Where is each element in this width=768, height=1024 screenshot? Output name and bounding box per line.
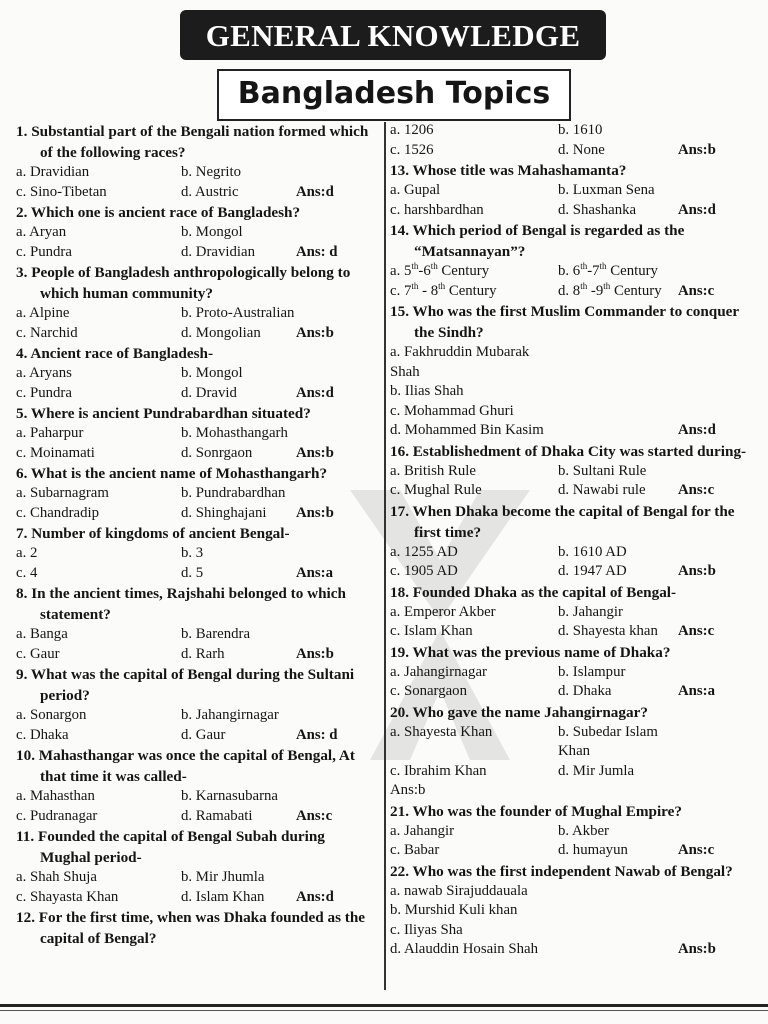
option-text: a. British Rule (390, 462, 476, 479)
question-text: 8. In the ancient times, Rajshahi belonged to which statement? (16, 585, 346, 623)
option-text: d. Shinghajani (181, 504, 267, 521)
options-grid (16, 304, 378, 343)
option-text: c. Iliyas Sha (390, 921, 463, 938)
question-text: 18. Founded Dhaka as the capital of Bengal- (390, 583, 677, 601)
option-text: a. Sonargon (16, 707, 87, 723)
option-text: Ans:b (390, 782, 426, 798)
option-text: c. Dhaka (16, 726, 69, 743)
option-text: a. Emperor Akber (390, 603, 496, 620)
question-block (390, 220, 762, 301)
option-text: b. Karnasubarna (181, 788, 278, 804)
option-text: d. humayun (558, 842, 628, 858)
column-divider (384, 122, 386, 990)
question-text: 15. Who was the first Muslim Commander to conquer the Sindh? (390, 303, 739, 341)
question-text: 16. Establishedment of Dhaka City was started during- (390, 442, 747, 460)
options-grid (16, 868, 378, 907)
option-text: b. Akber (558, 822, 609, 839)
options-grid (390, 121, 762, 160)
option-text: c. harshbardhan (390, 201, 484, 218)
option-text: d. Dhaka (558, 683, 612, 699)
question-block (390, 160, 762, 220)
option-text: a. Alpine (16, 305, 70, 321)
answer-label (296, 163, 378, 183)
answer-label (296, 868, 378, 888)
option-text: a. 1255 AD (390, 543, 458, 560)
option-text: a. 1206 (390, 122, 434, 138)
answer-label: Ans: d (296, 726, 338, 743)
option-text: a. Dravidian (16, 164, 90, 180)
option-text (558, 921, 678, 941)
option-text: c. Sino-Tibetan (16, 183, 107, 200)
option-text: a. 5th-6th Century (390, 261, 490, 279)
answer-label (296, 424, 378, 444)
option-text: d. 8th -9th Century (558, 280, 662, 299)
question-block (16, 262, 378, 343)
answer-label (678, 181, 762, 201)
option-text: b. Barendra (181, 626, 251, 642)
option-text: c. Mohammad Ghuri (390, 402, 514, 419)
question-text: 21. Who was the founder of Mughal Empire? (390, 802, 682, 820)
right-column (390, 121, 762, 960)
option-text: a. Jahangir (390, 822, 455, 839)
options-grid (16, 706, 378, 745)
option-text: b. Mongol (181, 224, 243, 240)
option-text: b. Luxman Sena (558, 182, 655, 198)
option-text: b. 6th-7th Century (558, 261, 658, 279)
answer-label (678, 762, 762, 782)
answer-label (678, 921, 762, 941)
options-grid (390, 181, 762, 220)
left-column (16, 121, 378, 949)
option-text: c. Gaur (16, 645, 60, 662)
answer-label (678, 402, 762, 422)
option-text (558, 940, 678, 960)
answer-label: Ans:b (678, 141, 716, 158)
question-text: 1. Substantial part of the Bengali nation formed which of the following races? (16, 123, 369, 161)
options-grid (16, 544, 378, 583)
options-grid (16, 484, 378, 523)
answer-label (678, 882, 762, 902)
answer-label: Ans:d (296, 183, 334, 200)
answer-label (296, 484, 378, 504)
option-text: d. Ramabati (181, 807, 253, 824)
option-text: c. Islam Khan (390, 623, 473, 639)
answer-label: Ans:b (296, 504, 334, 521)
question-block (390, 501, 762, 582)
answer-label: Ans: d (296, 243, 338, 260)
title-banner: GENERAL KNOWLEDGE (180, 10, 606, 60)
option-text: b. 1610 (558, 122, 603, 138)
bottom-border-thin (0, 1010, 768, 1011)
option-text: a. nawab Sirajuddauala (390, 882, 528, 899)
options-grid (390, 462, 762, 501)
question-text: 6. What is the ancient name of Mohasthangarh? (16, 465, 328, 482)
question-block (16, 202, 378, 262)
option-text: c. Moinamati (16, 444, 95, 461)
question-block (16, 523, 378, 583)
options-grid (390, 543, 762, 582)
options-grid (16, 163, 378, 202)
answer-label (678, 723, 762, 762)
question-block (390, 861, 762, 960)
options-grid (16, 424, 378, 463)
options-grid (390, 822, 762, 861)
option-text: c. 1905 AD (390, 563, 458, 579)
options-grid (390, 343, 762, 441)
option-text: d. Dravidian (181, 243, 255, 260)
option-text: b. Jahangir (558, 603, 623, 620)
question-text: 2. Which one is ancient race of Bangladesh? (16, 204, 301, 221)
question-text: 17. When Dhaka become the capital of Bengal for the first time? (390, 502, 735, 541)
answer-label: Ans:d (678, 201, 716, 218)
options-grid (16, 625, 378, 664)
option-text: c. Babar (390, 842, 440, 858)
answer-label (678, 382, 762, 402)
option-text: b. Pundrabardhan (181, 485, 286, 501)
option-text: a. Mahasthan (16, 788, 95, 804)
question-block (16, 463, 378, 523)
option-text (558, 382, 678, 402)
option-text: d. Mir Jumla (558, 762, 635, 779)
option-text: c. 4 (16, 564, 38, 581)
question-block (16, 583, 378, 664)
question-text: 13. Whose title was Mahashamanta? (390, 162, 627, 179)
question-block (390, 121, 762, 160)
answer-label: Ans:a (296, 564, 333, 581)
answer-label: Ans:d (678, 422, 716, 438)
question-text: 10. Mahasthangar was once the capital of Bengal, At that time it was called- (16, 747, 355, 785)
subtitle-box: Bangladesh Topics (217, 69, 571, 121)
option-text: c. Pudranagar (16, 807, 98, 824)
option-text: a. Banga (16, 626, 68, 642)
answer-label (296, 787, 378, 807)
option-text: c. Mughal Rule (390, 482, 482, 498)
option-text: a. Subarnagram (16, 485, 109, 501)
options-grid (390, 882, 762, 960)
options-grid (390, 723, 762, 801)
question-text: 20. Who gave the name Jahangirnagar? (390, 703, 648, 721)
option-text (558, 402, 678, 422)
question-text: 14. Which period of Bengal is regarded as the “Matsannayan”? (390, 222, 685, 260)
option-text: a. 2 (16, 545, 38, 561)
question-block (390, 702, 762, 801)
option-text: d. Alauddin Hosain Shah (390, 941, 538, 957)
option-text: d. Mohammed Bin Kasim (390, 422, 544, 438)
option-text: a. Paharpur (16, 425, 84, 441)
option-text: d. Rarh (181, 645, 225, 662)
option-text: b. Ilias Shah (390, 383, 464, 399)
option-text: d. 5 (181, 564, 204, 581)
bottom-border (0, 1004, 768, 1007)
answer-label: Ans:b (296, 444, 334, 461)
question-text: 9. What was the capital of Bengal during the Sultani period? (16, 666, 355, 704)
option-text (558, 421, 678, 441)
answer-label (296, 304, 378, 324)
option-text: c. Ibrahim Khan (390, 762, 487, 779)
option-text: a. Jahangirnagar (390, 663, 487, 680)
answer-label (678, 901, 762, 921)
question-text: 3. People of Bangladesh anthropologically belong to which human community? (16, 264, 351, 302)
question-block (16, 403, 378, 463)
option-text: d. 1947 AD (558, 563, 627, 579)
answer-label: Ans:c (678, 842, 715, 858)
options-grid (390, 262, 762, 301)
question-block (16, 745, 378, 826)
question-block (390, 301, 762, 441)
question-block (390, 441, 762, 501)
option-text: d. Austric (181, 183, 239, 200)
answer-label (678, 781, 762, 801)
answer-label (296, 625, 378, 645)
answer-label: Ans:d (296, 888, 334, 905)
option-text: a. Fakhruddin Mubarak Shah (390, 344, 530, 380)
option-text: c. Pundra (16, 243, 72, 260)
option-text: b. 1610 AD (558, 543, 627, 560)
options-grid (390, 603, 762, 642)
answer-label (678, 543, 762, 563)
option-text: a. Shayesta Khan (390, 723, 493, 740)
option-text: a. Gupal (390, 182, 441, 198)
answer-label: Ans:b (678, 941, 716, 957)
answer-label (678, 822, 762, 842)
answer-label (678, 262, 762, 282)
option-text: b. Sultani Rule (558, 462, 647, 479)
option-text: d. Sonrgaon (181, 444, 253, 461)
question-text: 11. Founded the capital of Bengal Subah during Mughal period- (16, 828, 325, 866)
option-text: c. Chandradip (16, 504, 100, 521)
question-text: 22. Who was the first independent Nawab of Bengal? (390, 862, 733, 880)
question-block (16, 121, 378, 202)
answer-label: Ans:d (296, 384, 334, 401)
question-block (16, 826, 378, 907)
answer-label (296, 706, 378, 726)
question-block (16, 907, 378, 949)
option-text: d. Dravid (181, 384, 237, 401)
option-text: b. Murshid Kuli khan (390, 902, 518, 918)
answer-label (678, 121, 762, 141)
option-text: c. Pundra (16, 384, 72, 401)
option-text: c. Narchid (16, 324, 78, 341)
option-text: b. 3 (181, 545, 204, 561)
option-text: b. Negrito (181, 164, 241, 180)
option-text: b. Jahangirnagar (181, 707, 279, 723)
option-text: d. Mongolian (181, 324, 261, 341)
option-text: b. Mongol (181, 365, 243, 381)
answer-label (678, 462, 762, 482)
option-text: a. Shah Shuja (16, 869, 97, 885)
question-text: 4. Ancient race of Bangladesh- (16, 345, 214, 362)
option-text: b. Islampur (558, 663, 626, 680)
option-text (558, 781, 678, 801)
option-text (558, 882, 678, 902)
option-text: b. Proto-Australian (181, 305, 295, 321)
answer-label: Ans:b (678, 563, 716, 579)
option-text: a. Aryan (16, 224, 67, 240)
option-text: b. Mohasthangarh (181, 425, 288, 441)
question-block (390, 801, 762, 861)
option-text: d. None (558, 141, 605, 158)
option-text: b. Subedar Islam Khan (558, 723, 658, 759)
question-text: 12. For the first time, when was Dhaka founded as the capital of Bengal? (16, 909, 366, 947)
option-text: c. 7th - 8th Century (390, 280, 497, 299)
answer-label: Ans:b (296, 324, 334, 341)
answer-label (678, 663, 762, 683)
option-text: b. Mir Jhumla (181, 869, 265, 885)
option-text (558, 343, 678, 382)
option-text: a. Aryans (16, 365, 72, 381)
options-grid (390, 663, 762, 702)
option-text: c. Shayasta Khan (16, 888, 119, 905)
question-text: 7. Number of kingdoms of ancient Bengal- (16, 525, 290, 542)
answer-label (296, 223, 378, 243)
answer-label: Ans:c (678, 482, 715, 498)
options-grid (16, 364, 378, 403)
question-block (390, 582, 762, 642)
answer-label (296, 544, 378, 564)
question-text: 5. Where is ancient Pundrabardhan situated? (16, 405, 311, 422)
option-text (558, 901, 678, 921)
answer-label (678, 343, 762, 382)
option-text: c. Sonargaon (390, 683, 467, 699)
answer-label (678, 603, 762, 623)
question-text: 19. What was the previous name of Dhaka? (390, 643, 671, 661)
question-block (16, 664, 378, 745)
answer-label: Ans:c (296, 807, 333, 824)
question-block (390, 642, 762, 702)
option-text: d. Islam Khan (181, 888, 265, 905)
answer-label: Ans:a (678, 683, 715, 699)
option-text: d. Shayesta khan (558, 623, 658, 639)
option-text: c. 1526 (390, 141, 434, 158)
answer-label: Ans:b (296, 645, 334, 662)
option-text: d. Shashanka (558, 201, 637, 218)
answer-label (296, 364, 378, 384)
options-grid (16, 223, 378, 262)
options-grid (16, 787, 378, 826)
answer-label: Ans:c (678, 623, 715, 639)
answer-label: Ans:c (678, 282, 715, 299)
option-text: d. Gaur (181, 726, 226, 743)
question-block (16, 343, 378, 403)
option-text: d. Nawabi rule (558, 482, 646, 498)
